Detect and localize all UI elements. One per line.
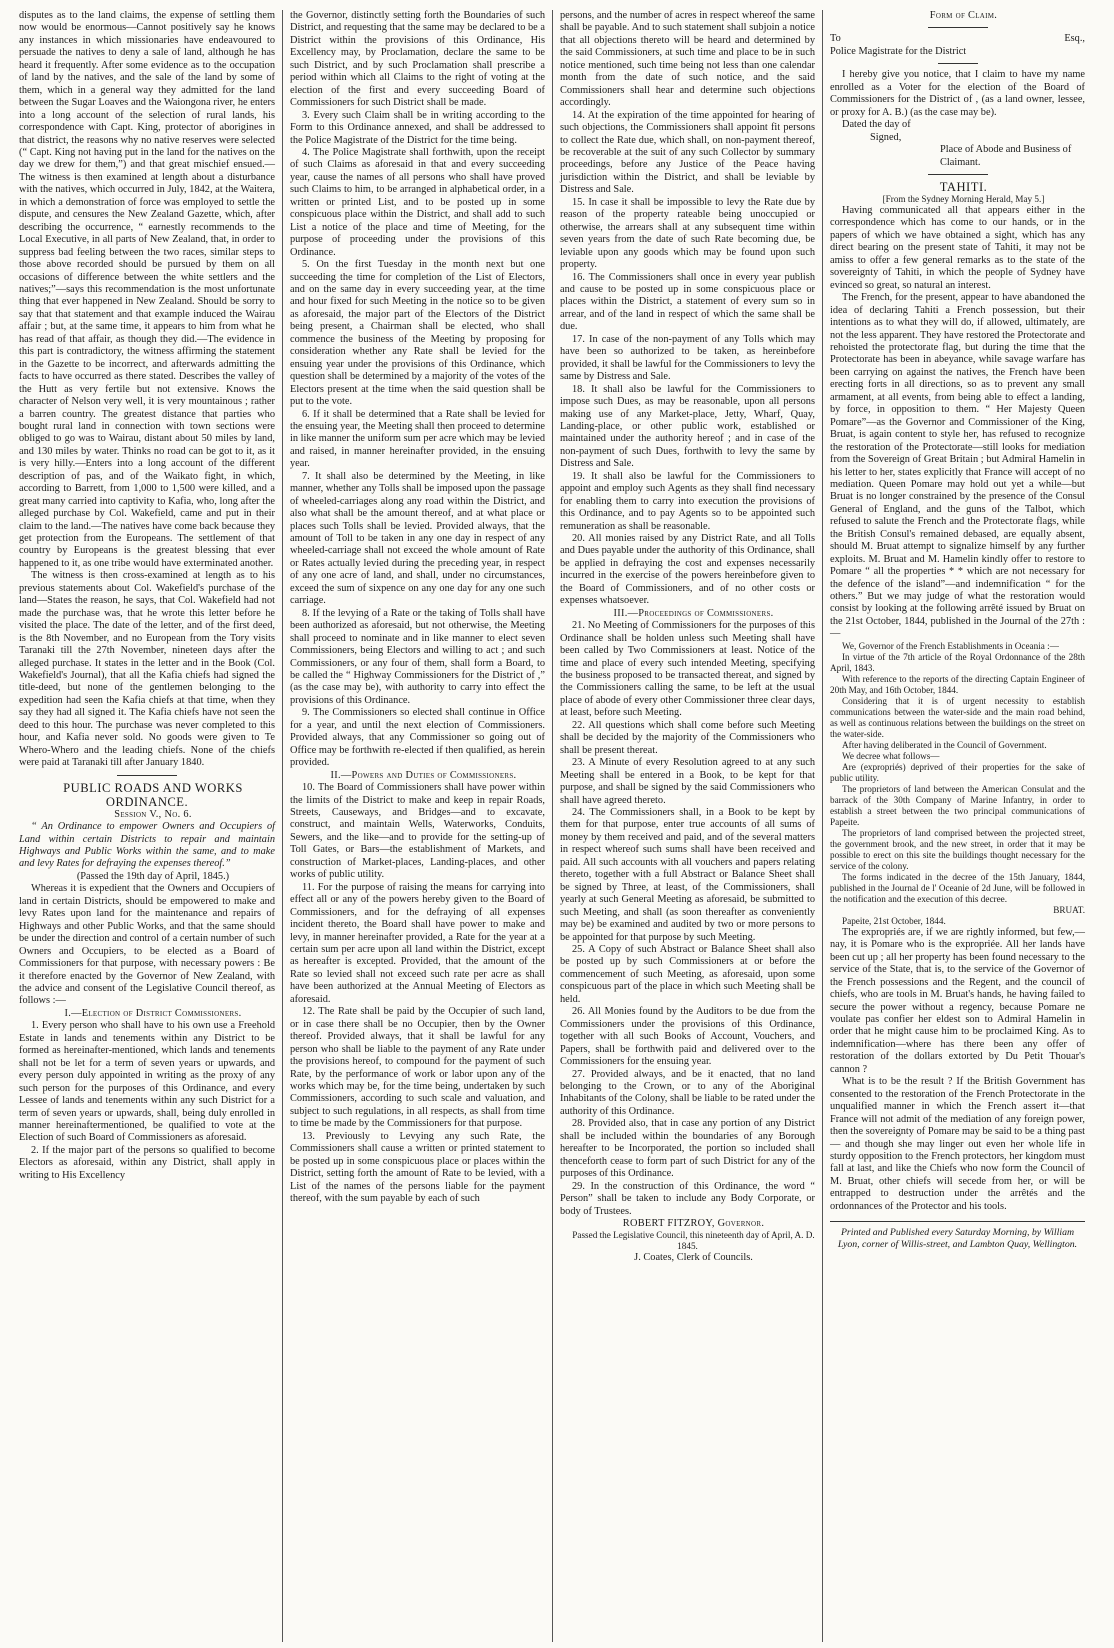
clause-21: 21. No Meeting of Commissioners for the purposes of this Ordinance shall be holden unless such Meeting shall have been called by Two Commissioners at least. Notice of the time and place of every such intended Meeting, specifying the business proposed to be transacted thereat, and signed by the Commissioners calling the same, to be left at the usual place of abode of every other Commissioner three clear days, at least, before such Meeting.	[560, 620, 815, 719]
section-heading-3: III.—Proceedings of Commissioners.	[613, 607, 774, 619]
clerk-signature: J. Coates, Clerk of Councils.	[634, 1252, 753, 1264]
clause-27: 27. Provided always, and be it enacted, that no land belonging to the Crown, or to any of the Aboriginal Inhabitants of the Colony, shall be liable to be rated under the authority of this Ordinance.	[560, 1068, 815, 1117]
section-heading-1: I.—Election of District Commissioners.	[64, 1007, 242, 1019]
arrete-line: We, Governor of the French Establishments in Oceania :—	[842, 640, 1059, 651]
clause-18: 18. It shall also be lawful for the Commissioners to impose such Dues, as may be reasonable, upon all persons making use of any Market-place, Jetty, Wharf, Quay, Landing-place, or other public work, established or maintained under the authority hereof ; and in case of the non-payment of such Dues, forthwith to levy the same by Distress and Sale.	[560, 383, 815, 470]
bruat-signature: BRUAT.	[1053, 904, 1085, 915]
clause-8: 8. If the levying of a Rate or the taking of Tolls shall have been authorized as aforesaid, but not otherwise, the Meeting shall proceed to nominate and in like manner to elect seven Commissioners, being Electors and willing to act ; and such Commissioners, or any four of them, shall form a Board, to be called the “ Highway Commissioners for the District of ,” (as the case may be), with authority to carry into effect the provisions of this Ordinance.	[290, 607, 545, 706]
arrete-line: In virtue of the 7th article of the Royal Ordonnance of the 28th April, 1843.	[830, 651, 1085, 673]
clause-2-continued: the Governor, distinctly setting forth the Boundaries of such District, and requesting that the same may be declared to be a District within the provisions of this Ordinance, His Excellency may, by Proclamation, declare the same to be such District, and by such Proclamation shall prescribe a period within which all Claims to the right of voting at the election of the first and every succeeding Board of Commissioners for such District shall be made.	[290, 10, 545, 109]
divider	[928, 174, 988, 175]
clause-16: 16. The Commissioners shall once in every year publish and cause to be posted up in some conspicuous place or places within the District, a statement of every sum so in arrear, and of the land in respect of which the same shall be due.	[560, 271, 815, 333]
clause-11: 11. For the purpose of raising the means for carrying into effect all or any of the powers hereby given to the Board of Commissioners, and for the defraying of all expenses incident thereto, the Board shall have power to make and levy, in manner hereinafter provided, a Rate for the year at a certain sum per acre upon all land within the District, except as hereafter is excepted. Provided, that the amount of the Rate so levied shall not exceed such rate per acre as shall have been authorized at the Annual Meeting of Electors as aforesaid.	[290, 881, 545, 1005]
clause-5: 5. On the first Tuesday in the month next but one succeeding the time for completion of the List of Electors, and on the same day in every succeeding year, at the time and hour fixed for such Meeting in the notice so to be given as aforesaid, the major part of the Electors of the District being present, a Chairman shall be elected, who shall commence the business of the Meeting by proposing for consideration whether any Rate shall be levied for the ensuing year under the provisions of this Ordinance, which question shall be determined by a majority of the votes of the Electors present at the time when the said question shall be put to the vote.	[290, 259, 545, 408]
arrete-line: The proprietors of land between the American Consulat and the barrack of the 30th Company of Marine Infantry, in order to establish a street between the two principal communications of Papeite.	[830, 783, 1085, 827]
papeite-date: Papeite, 21st October, 1844.	[842, 915, 946, 926]
cross-examination-paragraph: The witness is then cross-examined at length as to his previous statements about Col. Wakefield's purchase of the land—States the reason, he says, that Col. Wakefield had not made the purchase was, that he wrote this letter before he visited the place. The date of the letter, and of the first deed, is the 8th November, and no European from the Tory visits Taranaki till the 27th November, nineteen days after the alleged purchase. It states in the letter and in the Book (Col. Wakefield's Journal), that all the Kafia chiefs had signed the title-deed, but none of the gentlemen belonging to the expedition had seen the Kafia chiefs at that time, when they say they had all signed it. The Kafia chiefs have not seen the deed to this hour. The purchase was never completed to this hour, and Kafia never sold. No goods were given to Te Whero-Whero and the leading chiefs. None of the chiefs were paid at Taranaki till after January 1840.	[19, 570, 275, 769]
clause-20: 20. All monies raised by any District Rate, and all Tolls and Dues payable under the authority of this Ordinance, shall be applied in defraying the cost and expenses necessarily incurred in the exercise of the powers hereinbefore given to the Board of Commissioners, and of no other costs or expenses whatsoever.	[560, 533, 815, 607]
clause-23: 23. A Minute of every Resolution agreed to at any such Meeting shall be entered in a Book, to be kept for that purpose, and shall be signed by the said Commissioners who shall have agreed thereto.	[560, 757, 815, 806]
evidence-paragraph: disputes as to the land claims, the expense of settling them now would be enormous—Cannot positively say he knows any instances in which missionaries have endeavoured to persuade the natives to deny a sale of land, although he has heard it frequently. After some evidence as to the occupation of land by the natives, and the sale of the land by some of them, which in a general way they admitted for the land between the Sugar Loaves and the Waiongona river, he enters into a long account of the selection of rural lands, his correspondence with Capt. King, protector of aborigines in that district, the reasons why no native reserves were selected (“ Capt. King not having put in the land for the natives on the day we drew for them,”) and that great mischief ensued.—The witness is then examined at length about a disturbance with the natives, which occurred in July, 1842, at the Waitera, in which a demonstration of force was employed to settle the dispute, and censures the New Zealand Gazette, which, after describing the occurrence, “ earnestly recommends to the Local Executive, in all parts of New Zealand, that, in order to suppress bad feeling between the two races, similar steps to those above recorded should be pursued by them on all occasions of difference between the white settlers and the natives;”—says this recommendation is the most unfortunate thing that ever happened in New Zealand. Should be sorry to say that that statement and that example induced the Wairau affair ; but, at the same time, it appears to him from what he has read of that affair, as though they did.—The evidence in this part is contradictory, the witness affirming the statement in the Gazette to be incorrect, and afterwards admitting the facts to have occurred as there stated. Describes the valley of the Hutt as very fertile but not extensive. Knows the character of Nelson very well, it is very mountainous ; rather a barren country. The greatest distance that parties who bought rural land in connection with town sections were obliged to go was to Wairau, distant about 50 miles by land, and 130 miles by water. Thinks no road can be got to it, as it is very hilly.—Enters into a long account of the different description of pas, and of the Waikato fight, in which, according to Barrett, from 1,000 to 1,500 were killed, and a great many carried into captivity to Kafia, who, long after the alleged purchase by Col. Wakefield, came and put in their claim to the land.—The natives have come back because they get protection from the Europeans. The settlement of that country by Europeans is the greatest blessing that ever happened to it, as one tribe would have exterminated another.	[19, 10, 275, 569]
clause-25: 25. A Copy of such Abstract or Balance Sheet shall also be posted up by such Commissioners at or before the commencement of such Meeting, as aforesaid, upon some conspicuous part of the place in which such Meeting shall be held.	[560, 943, 815, 1005]
arrete-line: Considering that it is of urgent necessity to establish communications between the water-side and the main road behind, as well as continuous relations between the buildings on the street on the water-side.	[830, 695, 1085, 739]
form-esq: Esq.,	[1064, 33, 1085, 45]
clause-13: 13. Previously to Levying any such Rate, the Commissioners shall cause a written or printed statement to be posted up in some conspicuous place or places within the District, setting forth the amount of Rate to be levied, with a List of the names of the persons liable for the payment thereof, with the sum payable by each of such	[290, 1130, 545, 1205]
tahiti-paragraph-3: The expropriés are, if we are rightly informed, but few,—nay, it is Pomare who is the expropriée. All her lands have been cut up ; all her property has been found necessary to the service of the State, that is, to the service of the Governor of the French possessions and the Regent, and the council of chiefs, who are tools in M. Bruat's hands, he having failed to secure the power without a regency, because Pomare ne voulate pas confier her eldest son to Admiral Hamelin in order that he might cause him to be proclaimed King. As to indemnification—where has there been any offer of restoration of the dollars extorted by Du Petit Thouar's cannon ?	[830, 926, 1085, 1075]
column-3	[552, 10, 822, 1642]
arrete-line: Are (expropriés) deprived of their properties for the sake of public utility.	[830, 761, 1085, 783]
imprint: Printed and Published every Saturday Morning, by William Lyon, corner of Willis-street, and Lambton Quay, Wellington.	[830, 1221, 1085, 1251]
clause-4: 4. The Police Magistrate shall forthwith, upon the receipt of such Claims as aforesaid in that and every succeeding year, cause the names of all persons who shall have proved such Claims to him, to be arranged in alphabetical order, in a written or printed List, and to be posted up in some conspicuous place within the District, and shall add to such List a notice of the place and time of Meeting, for the purpose of proceeding under the provisions of this Ordinance.	[290, 146, 545, 258]
governor-signature: ROBERT FITZROY, Governor.	[622, 1217, 765, 1229]
clause-14: 14. At the expiration of the time appointed for hearing of such objections, the Commissioners shall appoint fit persons to collect the Rate due, which shall, on non-payment thereof, be recoverable at the suit of any such Collector by summary proceedings, before any Justice of the Peace having jurisdiction within the District, and shall be leviable by Distress and Sale.	[560, 109, 815, 196]
form-police-magistrate: Police Magistrate for the District	[830, 45, 967, 57]
section-heading-2: II.—Powers and Duties of Commissioners.	[330, 769, 517, 781]
clause-22: 22. All questions which shall come before such Meeting shall be decided by the majority of the Commissioners who shall be present thereat.	[560, 719, 815, 756]
arrete-line: With reference to the reports of the directing Captain Engineer of 20th May, and 16th October, 1844.	[830, 673, 1085, 695]
tahiti-source: [From the Sydney Morning Herald, May 5.]	[882, 193, 1045, 204]
tahiti-paragraph-1: Having communicated all that appears either in the correspondence which has come to our hands, or in the papers of which we have obtained a sight, which has any direct bearing on the present state of Tahiti, it may not be amiss to offer a few general remarks as to the state of the sovereignty of Tahiti, in which the people of Sydney have evinced so great, so natural an interest.	[830, 204, 1085, 291]
clause-24: 24. The Commissioners shall, in a Book to be kept by them for that purpose, enter true accounts of all sums of money by them received and paid, and of the several matters in respect whereof such sums shall have been received and paid. All such accounts with all vouchers and papers relating thereto, together with a full Abstract or Balance Sheet shall be signed by Three, at least, of the Commissioners, shall yearly at such General Meeting as aforesaid, be submitted to such Meeting, and shall (as soon thereafter as conveniently may be) be examined and audited by two or more persons to be appointed for that purpose by such Meeting.	[560, 807, 815, 943]
tahiti-paragraph-2: The French, for the present, appear to have abandoned the idea of declaring Tahiti a French possession, but their intentions as to what they will do, if allowed, ultimately, are not the less apparent. They have restored the Protectorate and rehoisted the protectorate flag, but during the time that the Protectorate has been in abeyance, while savage warfare has been carrying on against the natives, the French have been erecting forts in all directions, so as to prevent any small armament, at all events, from being able to effect a landing, by force, in opposition to them. “ Her Majesty Queen Pomare”—as the Governor and Commissioner of the King, Bruat, is again content to style her, has refused to recognize the restoration of the Protectorate—still looks for mediation from the Sovereign of Great Britain ; but Admiral Hamelin in his letter to her, states explicitly that France will accept of no mediation. Queen Pomare may hold out yet a while—but Bruat is no longer constrained by the presence of the Consul General of England, and the guns of the Talbot, which refused to salute the French and the Protectorate flags, while the British Consul's remained debased, are equally absent, should M. Bruat attempt to signalize himself by any further exploits. M. Bruat and M. Hamelin kindly offer to restore to Pomare “ all the properties * * which are not necessary for the defence of the island”—and indemnification “ for the others.” But we may judge of what the restoration would consist by looking at the following arrêté issued by Bruat on the 21st October, 1844, published in the Journal of the 27th :—	[830, 292, 1085, 640]
tahiti-title: TAHITI.	[939, 179, 988, 194]
clause-9: 9. The Commissioners so elected shall continue in Office for a year, and until the next election of Commissioners. Provided always, that any Commissioner so going out of Office may be forthwith re-elected if then qualified, as herein provided.	[290, 707, 545, 769]
form-to-row	[830, 33, 1085, 45]
arrete-line: We decree what follows—	[842, 750, 940, 761]
column-4	[822, 10, 1092, 1642]
clause-15: 15. In case it shall be impossible to levy the Rate due by reason of the property rateable being unoccupied or otherwise, the arrears shall at any subsequent time within seven years from the date of such Rate becoming due, be leviable upon any goods which may be found upon such property.	[560, 196, 815, 271]
columns	[12, 10, 1106, 1642]
column-2	[282, 10, 552, 1642]
clause-6: 6. If it shall be determined that a Rate shall be levied for the ensuing year, the Meeting shall then proceed to determine in like manner the uniform sum per acre which may be levied and raised, in manner hereinafter provided, in the ensuing year.	[290, 408, 545, 470]
form-to: To	[830, 33, 841, 45]
form-signed: Signed,	[870, 131, 902, 143]
session-label: Session V., No. 6.	[114, 808, 192, 820]
arrete-line: The forms indicated in the decree of the 15th January, 1844, published in the Journal de l' Oceanie of 2d June, will be followed in the notification and the execution of this decree.	[830, 871, 1085, 904]
clause-2: 2. If the major part of the persons so qualified to become Electors as aforesaid, within any District, shall apply in writing to His Excellency	[19, 1144, 275, 1181]
clause-3: 3. Every such Claim shall be in writing according to the Form to this Ordinance annexed, and shall be addressed to the Police Magistrate of the District for the time being.	[290, 109, 545, 146]
clause-13-continued: persons, and the number of acres in respect whereof the same shall be payable. And to such statement shall subjoin a notice that all objections thereto will be heard and determined by the said Commissioners, at such time and place to be in such notice mentioned, such time being not less than one calendar month from the date of such notice, and the said Commissioners shall hear and determine such objections accordingly.	[560, 10, 815, 109]
column-1	[12, 10, 282, 1642]
form-title: Form of Claim.	[929, 10, 998, 21]
clause-10: 10. The Board of Commissioners shall have power within the limits of the District to make and keep in repair Roads, Streets, Causeways, and Bridges—and to excavate, construct, and maintain Wells, Waterworks, Conduits, Sewers, and the like—and to provide for the setting-up of Toll Gates, or Bars—the establishment of Markets, and construction of Market-places, Landing-places, and other works of public utility.	[290, 782, 545, 881]
clause-12: 12. The Rate shall be paid by the Occupier of such land, or in case there shall be no Occupier, then by the Owner thereof. Provided always, that it shall be lawful for any person who shall be liable to the payment of any Rate under the provisions hereof, to compound for the payment of such Rate, by the performance of work or labor upon any of the works which may be, for the time being, undertaken by such Commissioners, according to such scale and valuation, and subject to such regulations, in all respects, as shall from time to time be made by the Commissioners for that purpose.	[290, 1006, 545, 1130]
form-dated: Dated the day of	[842, 119, 911, 131]
clause-29: 29. In the construction of this Ordinance, the word “ Person” shall be taken to include any Body Corporate, or body of Trustees.	[560, 1180, 815, 1217]
form-abode: Place of Abode and Business of Claimant.	[940, 144, 1072, 168]
divider	[938, 63, 978, 64]
arrete-line: After having deliberated in the Council of Government.	[842, 739, 1047, 750]
clause-28: 28. Provided also, that in case any portion of any District shall be included within the boundaries of any Borough hereafter to be Incorporated, the portion so included shall thenceforth cease to form part of such District for any of the purposes of this Ordinance.	[560, 1118, 815, 1180]
tahiti-paragraph-4: What is to be the result ? If the British Government has consented to the restoration of the French Protectorate in the unqualified manner in which the French assert it—that France will not admit of the mediation of any foreign power, then the sovereignty of Pomare may be said to be a thing past— and though she may linger out even her whole life in sturdy opposition to the French protectors, her kingdom must fall at last, and like the Chiefs who now form the Council of M. Bruat, other chiefs will secede from her, or will be entrapped to destruction under the arrêtés and the ordonnances of the Protector and his tools.	[830, 1076, 1085, 1212]
clause-17: 17. In case of the non-payment of any Tolls which may have been so authorized to be taken, as hereinbefore provided, it shall be lawful for the Commissioners to levy the same by Distress and Sale.	[560, 333, 815, 383]
clause-19: 19. It shall also be lawful for the Commissioners to appoint and employ such Agents as they shall find necessary for enabling them to carry into execution the provisions of this Ordinance, and to pay Agents so to be appointed such remuneration as shall be reasonable.	[560, 470, 815, 532]
clause-7: 7. It shall also be determined by the Meeting, in like manner, whether any Tolls shall be imposed upon the passage of wheeled-carriages along any road within the District, and also what shall be the amount thereof, and at what place or places such Tolls shall be levied. Provided always, that the amount of Toll to be taken in any one day in respect of any wheeled-carriage shall not exceed the whole amount of Rate or Rates actually levied during the preceding year, in respect of any one acre of land, and shall, under no circumstances, exceed the sum of sixpence on any one day for any one such carriage.	[290, 470, 545, 607]
form-body: I hereby give you notice, that I claim to have my name enrolled as a Voter for the election of the Board of Commissioners for the District of , (as a land owner, lessee, or proxy for A. B.) (as the case may be).	[830, 69, 1085, 118]
divider	[117, 775, 177, 776]
whereas-paragraph: Whereas it is expedient that the Owners and Occupiers of land in certain Districts, should be empowered to make and levy Rates upon land for the maintenance and repairs of Highways and other Public Works, and that the same should be under the direction and control of a certain number of such Owners and Occupiers, to be elected as a Board of Commissioners for that purpose, with necessary powers : Be it therefore enacted by the Governor of New Zealand, with the advice and consent of the Legislative Council thereof, as follows :—	[19, 883, 275, 1007]
arrete-line: The proprietors of land comprised between the projected street, the government brook, and the new street, in order that it may be possible to erect on this site the buildings thought necessary for the service of the colony.	[830, 827, 1085, 871]
clause-1: 1. Every person who shall have to his own use a Freehold Estate in lands and tenements within any District to be formed as hereinafter-mentioned, which lands and tenements shall not be let for a term of seven years or upwards, and every person duly appointed in writing as the proxy of any such person for the purposes of this Ordinance, and every Lessee of lands and tenements within any such District for a term of seven years or upwards, shall, being duly enrolled in manner hereinaftermentioned, be qualified to vote at the Election of such Board of Commissioners as aforesaid.	[19, 1020, 275, 1144]
ordinance-title: PUBLIC ROADS AND WORKS ORDINANCE.	[63, 780, 243, 809]
passed-date: (Passed the 19th day of April, 1845.)	[76, 870, 230, 882]
ordinance-preamble: “ An Ordinance to empower Owners and Occupiers of Land within certain Districts to repair and maintain Highways and Public Works within the same, and to make and levy Rates for defraying the expenses thereof.”	[19, 821, 275, 870]
clause-26: 26. All Monies found by the Auditors to be due from the Commissioners under the provisions of this Ordinance, together with all such Books of Account, Vouchers, and Papers, shall be forthwith paid and delivered over to the Commissioners for the ensuing year.	[560, 1006, 815, 1068]
arrete-block	[830, 641, 1085, 927]
divider	[928, 27, 988, 28]
passed-council: Passed the Legislative Council, this nineteenth day of April, A. D. 1845.	[572, 1230, 815, 1252]
